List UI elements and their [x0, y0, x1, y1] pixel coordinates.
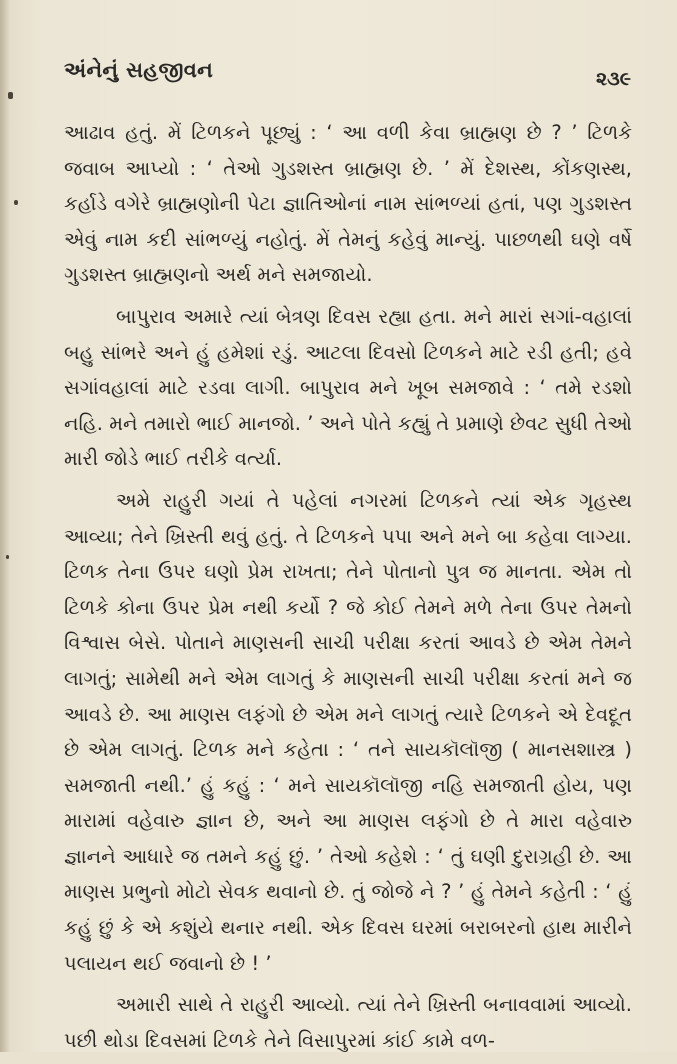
- page-gutter-shadow: [0, 0, 10, 1052]
- paragraph: બાપુરાવ અમારે ત્યાં બેત્રણ દિવસ રહ્યા હતા. મને મારાં સગાં-વહાલાં બહુ સાંભરે અને હું હમેશાં રડું. આટલા દિવસો ટિળકને માટે રડી હતી; હવે સગાંવહાલાં માટે રડવા લાગી. બાપુરાવ મને ખૂબ સમજાવે : ‘ તમે રડશો નહિ. મને તમારો ભાઈ માનજો. ’ અને પોતે કહ્યું તે પ્રમાણે છેવટ સુધી તેઓ મારી જોડે ભાઈ તરીકે વર્ત્યા.: [64, 304, 632, 471]
- running-title: અંનેનું સહજીવન: [64, 58, 214, 82]
- page-speck: [8, 92, 13, 99]
- paragraph: અમારી સાથે તે રાહુરી આવ્યો. ત્યાં તેને ખ્રિસ્તી બનાવવામાં આવ્યો. પછી થોડા દિવસમાં ટિળકે તેને વિસાપુરમાં કાંઈ કામે વળ-: [64, 993, 632, 1052]
- page-speck: [6, 555, 9, 559]
- body-text: [64, 115, 632, 1064]
- page-speck: [14, 200, 18, 205]
- page-header: [64, 58, 631, 94]
- paragraph: આઢાવ હતું. મેં ટિળકને પૂછ્યું : ‘ આ વળી કેવા બ્રાહ્મણ છે ? ’ ટિળકે જવાબ આપ્યો : ‘ તેઓ ગુડશસ્ત બ્રાહ્મણ છે. ’ મેં દેશસ્થ, કોંકણસ્થ, કર્હાડે વગેરે બ્રાહ્મણોની પેટા જ્ઞાતિઓનાં નામ સાંભળ્યાં હતાં, પણ ગુડશસ્ત એવું નામ કદી સાંભળ્યું નહોતું. મેં તેમનું કહેવું માન્યું. પાછળથી ઘણે વર્ષે ગુડશસ્ત બ્રાહ્મણનો અર્થ મને સમજાયો.: [64, 121, 632, 287]
- page-number: ૨૩૯: [595, 68, 631, 90]
- paragraph: અમે રાહુરી ગયાં તે પહેલાં નગરમાં ટિળકને ત્યાં એક ગૃહસ્થ આવ્યા; તેને ખ્રિસ્તી થવું હતું. તે ટિળકને પપા અને મને બા કહેવા લાગ્યા. ટિળક તેના ઉપર ઘણો પ્રેમ રાખતા; તેને પોતાનો પુત્ર જ માનતા. એમ તો ટિળકે કોના ઉપર પ્રેમ નથી કર્યો ? જે કોઈ તેમને મળે તેના ઉપર તેમનો વિશ્વાસ બેસે. પોતાને માણસની સાચી પરીક્ષા કરતાં આવડે છે એમ તેમને લાગતું; સામેથી મને એમ લાગતું કે માણસની સાચી પરીક્ષા કરતાં મને જ આવડે છે. આ માણસ લફંગો છે એમ મને લાગતું ત્યારે ટિળકને એ દેવદૂત છે એમ લાગતું. ટિળક મને કહેતા : ‘ તને સાયકૉલૉજી ( માનસશાસ્ત્ર ) સમજાતી નથી.’ હું કહું : ‘ મને સાયકૉલૉજી નહિ સમજાતી હોય, પણ મારામાં વહેવારુ જ્ઞાન છે, અને આ માણસ લફંગો છે તે મારા વહેવારુ જ્ઞાનને આધારે જ તમને કહું છું. ’ તેઓ કહેશે : ‘ તું ઘણી દુરાગ્રહી છે. આ માણસ પ્રભુનો મોટો સેવક થવાનો છે. તું જોજે ને ? ’ હું તેમને કહેતી : ‘ હું કહું છું કે એ કશુંયે થનાર નથી. એક દિવસ ઘરમાં બરાબરનો હાથ મારીને પલાયન થઈ જવાનો છે ! ’: [64, 488, 632, 975]
